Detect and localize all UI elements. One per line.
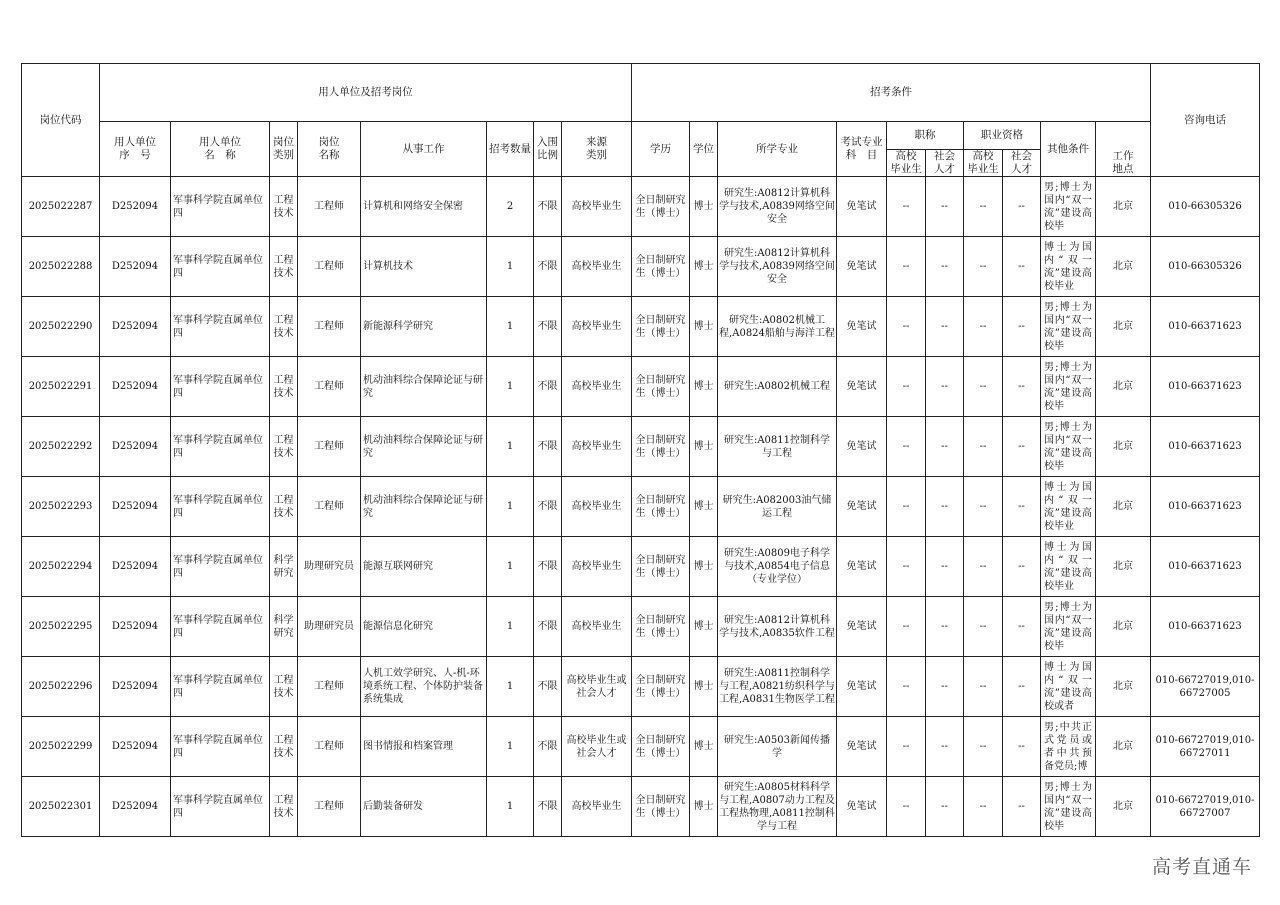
unit-seq-cell: D252094: [100, 297, 171, 357]
other-conditions-text: 博士为国内“双一流”建设高校毕业: [1044, 541, 1092, 592]
degree-cell: 博士: [690, 717, 718, 777]
ratio-cell: 不限: [534, 717, 562, 777]
qual-social-cell: --: [1003, 177, 1041, 237]
major-cell: 研究生:A0811控制科学与工程: [718, 417, 837, 477]
other-cell: [1041, 177, 1096, 237]
qual-graduate-cell: --: [964, 357, 1003, 417]
post-name-cell: 助理研究员: [298, 537, 361, 597]
major-cell: 研究生:A0811控制科学与工程,A0821纺织科学与工程,A0831生物医学工程: [718, 657, 837, 717]
other-conditions-text: 男;博士为国内“双一流”建设高校毕: [1044, 781, 1092, 832]
degree-cell: 博士: [690, 777, 718, 837]
table-row: [22, 657, 1260, 717]
exam-cell: 免笔试: [837, 357, 887, 417]
title-social-cell: --: [926, 417, 964, 477]
header-unit-seq: 用人单位 序 号: [100, 122, 171, 177]
title-graduate-cell: --: [887, 177, 926, 237]
work-cell: 机动油料综合保障论证与研究: [361, 417, 487, 477]
ratio-cell: 不限: [534, 657, 562, 717]
post-name-cell: 助理研究员: [298, 597, 361, 657]
exam-cell: 免笔试: [837, 777, 887, 837]
header-conditions-group: 招考条件: [632, 64, 1151, 122]
count-cell: 1: [487, 537, 534, 597]
qual-social-cell: --: [1003, 777, 1041, 837]
post-code-cell: 2025022301: [22, 777, 100, 837]
title-social-cell: --: [926, 477, 964, 537]
unit-name-cell: 军事科学院直属单位四: [171, 537, 270, 597]
major-cell: 研究生:A082003油气储运工程: [718, 477, 837, 537]
phone-cell: 010-66371623: [1151, 357, 1260, 417]
source-cell: 高校毕业生: [562, 777, 632, 837]
post-name-cell: 工程师: [298, 777, 361, 837]
header-post-name: 岗位 名称: [298, 122, 361, 177]
unit-seq-cell: D252094: [100, 177, 171, 237]
qual-social-cell: --: [1003, 717, 1041, 777]
other-cell: [1041, 717, 1096, 777]
work-cell: 计算机和网络安全保密: [361, 177, 487, 237]
work-cell: 能源互联网研究: [361, 537, 487, 597]
education-cell: 全日制研究生（博士）: [632, 177, 690, 237]
post-type-cell: 科学研究: [270, 597, 298, 657]
source-cell: 高校毕业生或社会人才: [562, 717, 632, 777]
work-cell: 机动油料综合保障论证与研究: [361, 357, 487, 417]
phone-cell: 010-66371623: [1151, 597, 1260, 657]
table-row: [22, 237, 1260, 297]
work-cell: 人机工效学研究、人-机-环境系统工程、个体防护装备系统集成: [361, 657, 487, 717]
header-degree: 学位: [690, 122, 718, 177]
qual-graduate-cell: --: [964, 477, 1003, 537]
qual-graduate-cell: --: [964, 417, 1003, 477]
major-cell: 研究生:A0805材料科学与工程,A0807动力工程及工程热物理,A0811控制科学与工程: [718, 777, 837, 837]
phone-cell: 010-66727019,010-66727011: [1151, 717, 1260, 777]
title-graduate-cell: --: [887, 597, 926, 657]
other-conditions-text: 博士为国内“双一流”建设高校毕业: [1044, 481, 1092, 532]
qual-social-cell: --: [1003, 657, 1041, 717]
location-cell: 北京: [1096, 357, 1151, 417]
table-body: [22, 177, 1260, 837]
header-qualification-group: 职业资格: [964, 122, 1041, 150]
post-type-cell: 工程技术: [270, 297, 298, 357]
other-cell: [1041, 657, 1096, 717]
unit-name-cell: 军事科学院直属单位四: [171, 717, 270, 777]
work-cell: 计算机技术: [361, 237, 487, 297]
unit-name-cell: 军事科学院直属单位四: [171, 657, 270, 717]
degree-cell: 博士: [690, 417, 718, 477]
source-cell: 高校毕业生: [562, 297, 632, 357]
location-cell: 北京: [1096, 537, 1151, 597]
post-type-cell: 科学研究: [270, 537, 298, 597]
degree-cell: 博士: [690, 537, 718, 597]
unit-name-cell: 军事科学院直属单位四: [171, 477, 270, 537]
source-cell: 高校毕业生: [562, 417, 632, 477]
location-cell: 北京: [1096, 477, 1151, 537]
unit-name-cell: 军事科学院直属单位四: [171, 597, 270, 657]
qual-graduate-cell: --: [964, 237, 1003, 297]
other-cell: [1041, 417, 1096, 477]
header-post-code: 岗位代码: [22, 64, 100, 177]
count-cell: 1: [487, 717, 534, 777]
title-social-cell: --: [926, 717, 964, 777]
qual-graduate-cell: --: [964, 657, 1003, 717]
unit-name-cell: 军事科学院直属单位四: [171, 357, 270, 417]
education-cell: 全日制研究生（博士）: [632, 777, 690, 837]
degree-cell: 博士: [690, 597, 718, 657]
location-cell: 北京: [1096, 717, 1151, 777]
other-conditions-text: 男;博士为国内“双一流”建设高校毕: [1044, 361, 1092, 412]
header-ratio: 入围 比例: [534, 122, 562, 177]
ratio-cell: 不限: [534, 177, 562, 237]
post-code-cell: 2025022290: [22, 297, 100, 357]
unit-seq-cell: D252094: [100, 357, 171, 417]
phone-cell: 010-66727019,010-66727007: [1151, 777, 1260, 837]
title-social-cell: --: [926, 777, 964, 837]
table-row: [22, 417, 1260, 477]
phone-cell: 010-66371623: [1151, 537, 1260, 597]
count-cell: 1: [487, 597, 534, 657]
other-conditions-text: 男;博士为国内“双一流”建设高校毕: [1044, 301, 1092, 352]
recruitment-table-container: [21, 63, 1259, 837]
major-cell: 研究生:A0802机械工程,A0824船舶与海洋工程: [718, 297, 837, 357]
title-graduate-cell: --: [887, 537, 926, 597]
post-code-cell: 2025022287: [22, 177, 100, 237]
post-name-cell: 工程师: [298, 177, 361, 237]
qual-social-cell: --: [1003, 477, 1041, 537]
other-cell: [1041, 777, 1096, 837]
ratio-cell: 不限: [534, 237, 562, 297]
source-cell: 高校毕业生: [562, 477, 632, 537]
title-social-cell: --: [926, 597, 964, 657]
table-row: [22, 357, 1260, 417]
table-row: [22, 777, 1260, 837]
header-other: 其他条件: [1041, 122, 1096, 177]
header-unit-name: 用人单位 名 称: [171, 122, 270, 177]
major-cell: 研究生:A0503新闻传播学: [718, 717, 837, 777]
post-type-cell: 工程技术: [270, 177, 298, 237]
education-cell: 全日制研究生（博士）: [632, 597, 690, 657]
ratio-cell: 不限: [534, 417, 562, 477]
post-name-cell: 工程师: [298, 717, 361, 777]
ratio-cell: 不限: [534, 357, 562, 417]
post-code-cell: 2025022295: [22, 597, 100, 657]
degree-cell: 博士: [690, 297, 718, 357]
qual-social-cell: --: [1003, 417, 1041, 477]
title-social-cell: --: [926, 237, 964, 297]
education-cell: 全日制研究生（博士）: [632, 477, 690, 537]
table-row: [22, 297, 1260, 357]
title-graduate-cell: --: [887, 777, 926, 837]
source-cell: 高校毕业生: [562, 597, 632, 657]
unit-seq-cell: D252094: [100, 717, 171, 777]
location-cell: 北京: [1096, 237, 1151, 297]
post-name-cell: 工程师: [298, 237, 361, 297]
source-cell: 高校毕业生: [562, 357, 632, 417]
header-education: 学历: [632, 122, 690, 177]
exam-cell: 免笔试: [837, 297, 887, 357]
unit-seq-cell: D252094: [100, 417, 171, 477]
ratio-cell: 不限: [534, 297, 562, 357]
exam-cell: 免笔试: [837, 477, 887, 537]
post-name-cell: 工程师: [298, 417, 361, 477]
unit-seq-cell: D252094: [100, 237, 171, 297]
header-phone: 咨询电话: [1151, 64, 1260, 177]
source-cell: 高校毕业生: [562, 177, 632, 237]
unit-seq-cell: D252094: [100, 477, 171, 537]
unit-seq-cell: D252094: [100, 537, 171, 597]
post-name-cell: 工程师: [298, 477, 361, 537]
post-code-cell: 2025022288: [22, 237, 100, 297]
header-count: 招考数量: [487, 122, 534, 177]
education-cell: 全日制研究生（博士）: [632, 357, 690, 417]
other-conditions-text: 博士为国内“双一流”建设高校毕业: [1044, 241, 1092, 292]
location-cell: 北京: [1096, 417, 1151, 477]
exam-cell: 免笔试: [837, 417, 887, 477]
title-graduate-cell: --: [887, 657, 926, 717]
title-social-cell: --: [926, 297, 964, 357]
title-social-cell: --: [926, 177, 964, 237]
other-conditions-text: 男;博士为国内“双一流”建设高校毕: [1044, 421, 1092, 472]
header-title-graduate: 高校 毕业生: [887, 150, 926, 177]
unit-seq-cell: D252094: [100, 657, 171, 717]
location-cell: 北京: [1096, 777, 1151, 837]
education-cell: 全日制研究生（博士）: [632, 237, 690, 297]
qual-social-cell: --: [1003, 597, 1041, 657]
education-cell: 全日制研究生（博士）: [632, 417, 690, 477]
unit-name-cell: 军事科学院直属单位四: [171, 417, 270, 477]
header-work: 从事工作: [361, 122, 487, 177]
other-cell: [1041, 237, 1096, 297]
exam-cell: 免笔试: [837, 597, 887, 657]
exam-cell: 免笔试: [837, 717, 887, 777]
title-graduate-cell: --: [887, 717, 926, 777]
source-cell: 高校毕业生: [562, 237, 632, 297]
count-cell: 1: [487, 237, 534, 297]
source-cell: 高校毕业生: [562, 537, 632, 597]
unit-seq-cell: D252094: [100, 597, 171, 657]
degree-cell: 博士: [690, 177, 718, 237]
post-code-cell: 2025022292: [22, 417, 100, 477]
header-title-social: 社会 人才: [926, 150, 964, 177]
other-conditions-text: 男;博士为国内“双一流”建设高校毕: [1044, 601, 1092, 652]
title-graduate-cell: --: [887, 417, 926, 477]
header-major: 所学专业: [718, 122, 837, 177]
work-cell: 图书情报和档案管理: [361, 717, 487, 777]
post-name-cell: 工程师: [298, 657, 361, 717]
post-type-cell: 工程技术: [270, 657, 298, 717]
major-cell: 研究生:A0812计算机科学与技术,A0839网络空间安全: [718, 237, 837, 297]
exam-cell: 免笔试: [837, 537, 887, 597]
location-cell: 北京: [1096, 597, 1151, 657]
qual-graduate-cell: --: [964, 597, 1003, 657]
work-cell: 新能源科学研究: [361, 297, 487, 357]
work-cell: 能源信息化研究: [361, 597, 487, 657]
phone-cell: 010-66305326: [1151, 177, 1260, 237]
ratio-cell: 不限: [534, 477, 562, 537]
header-unit-group: 用人单位及招考岗位: [100, 64, 632, 122]
count-cell: 1: [487, 357, 534, 417]
title-graduate-cell: --: [887, 297, 926, 357]
title-social-cell: --: [926, 537, 964, 597]
other-cell: [1041, 477, 1096, 537]
education-cell: 全日制研究生（博士）: [632, 537, 690, 597]
header-post-type: 岗位 类别: [270, 122, 298, 177]
unit-name-cell: 军事科学院直属单位四: [171, 777, 270, 837]
work-cell: 后勤装备研发: [361, 777, 487, 837]
title-graduate-cell: --: [887, 237, 926, 297]
ratio-cell: 不限: [534, 597, 562, 657]
degree-cell: 博士: [690, 477, 718, 537]
qual-graduate-cell: --: [964, 777, 1003, 837]
exam-cell: 免笔试: [837, 657, 887, 717]
exam-cell: 免笔试: [837, 237, 887, 297]
other-cell: [1041, 297, 1096, 357]
table-row: [22, 537, 1260, 597]
work-cell: 机动油料综合保障论证与研究: [361, 477, 487, 537]
unit-seq-cell: D252094: [100, 777, 171, 837]
qual-social-cell: --: [1003, 237, 1041, 297]
other-cell: [1041, 357, 1096, 417]
table-row: [22, 717, 1260, 777]
qual-social-cell: --: [1003, 357, 1041, 417]
unit-name-cell: 军事科学院直属单位四: [171, 237, 270, 297]
post-type-cell: 工程技术: [270, 237, 298, 297]
post-type-cell: 工程技术: [270, 357, 298, 417]
post-name-cell: 工程师: [298, 297, 361, 357]
count-cell: 1: [487, 417, 534, 477]
education-cell: 全日制研究生（博士）: [632, 297, 690, 357]
title-social-cell: --: [926, 657, 964, 717]
degree-cell: 博士: [690, 237, 718, 297]
header-qual-graduate: 高校 毕业生: [964, 150, 1003, 177]
degree-cell: 博士: [690, 357, 718, 417]
other-cell: [1041, 537, 1096, 597]
count-cell: 1: [487, 657, 534, 717]
phone-cell: 010-66371623: [1151, 297, 1260, 357]
major-cell: 研究生:A0812计算机科学与技术,A0835软件工程: [718, 597, 837, 657]
qual-graduate-cell: --: [964, 177, 1003, 237]
header-source: 来源 类别: [562, 122, 632, 177]
major-cell: 研究生:A0802机械工程: [718, 357, 837, 417]
source-cell: 高校毕业生或社会人才: [562, 657, 632, 717]
major-cell: 研究生:A0812计算机科学与技术,A0839网络空间安全: [718, 177, 837, 237]
post-code-cell: 2025022291: [22, 357, 100, 417]
phone-cell: 010-66371623: [1151, 477, 1260, 537]
phone-cell: 010-66305326: [1151, 237, 1260, 297]
table-row: [22, 597, 1260, 657]
title-graduate-cell: --: [887, 357, 926, 417]
table-row: [22, 477, 1260, 537]
ratio-cell: 不限: [534, 777, 562, 837]
post-code-cell: 2025022296: [22, 657, 100, 717]
header-location: 工作 地点: [1096, 150, 1151, 177]
education-cell: 全日制研究生（博士）: [632, 717, 690, 777]
other-conditions-text: 男;博士为国内“双一流”建设高校毕: [1044, 181, 1092, 232]
count-cell: 2: [487, 177, 534, 237]
other-cell: [1041, 597, 1096, 657]
phone-cell: 010-66371623: [1151, 417, 1260, 477]
qual-graduate-cell: --: [964, 537, 1003, 597]
post-type-cell: 工程技术: [270, 417, 298, 477]
post-type-cell: 工程技术: [270, 777, 298, 837]
qual-social-cell: --: [1003, 297, 1041, 357]
header-location-top: [1096, 122, 1151, 150]
count-cell: 1: [487, 777, 534, 837]
title-graduate-cell: --: [887, 477, 926, 537]
location-cell: 北京: [1096, 177, 1151, 237]
post-type-cell: 工程技术: [270, 717, 298, 777]
header-qual-social: 社会 人才: [1003, 150, 1041, 177]
post-code-cell: 2025022299: [22, 717, 100, 777]
count-cell: 1: [487, 477, 534, 537]
major-cell: 研究生:A0809电子科学与技术,A0854电子信息（专业学位）: [718, 537, 837, 597]
ratio-cell: 不限: [534, 537, 562, 597]
location-cell: 北京: [1096, 657, 1151, 717]
title-social-cell: --: [926, 357, 964, 417]
table-row: [22, 177, 1260, 237]
other-conditions-text: 男;中共正式党员或者中共预备党员;博: [1044, 721, 1092, 772]
unit-name-cell: 军事科学院直属单位四: [171, 177, 270, 237]
header-exam-subject: 考试专业 科 目: [837, 122, 887, 177]
watermark-text: 高考直通车: [1151, 856, 1252, 878]
post-type-cell: 工程技术: [270, 477, 298, 537]
header-title-group: 职称: [887, 122, 964, 150]
degree-cell: 博士: [690, 657, 718, 717]
count-cell: 1: [487, 297, 534, 357]
qual-graduate-cell: --: [964, 297, 1003, 357]
exam-cell: 免笔试: [837, 177, 887, 237]
recruitment-table: [21, 63, 1260, 837]
unit-name-cell: 军事科学院直属单位四: [171, 297, 270, 357]
phone-cell: 010-66727019,010-66727005: [1151, 657, 1260, 717]
location-cell: 北京: [1096, 297, 1151, 357]
post-code-cell: 2025022293: [22, 477, 100, 537]
other-conditions-text: 博士为国内“双一流”建设高校或者: [1044, 661, 1092, 712]
post-code-cell: 2025022294: [22, 537, 100, 597]
qual-social-cell: --: [1003, 537, 1041, 597]
qual-graduate-cell: --: [964, 717, 1003, 777]
education-cell: 全日制研究生（博士）: [632, 657, 690, 717]
post-name-cell: 工程师: [298, 357, 361, 417]
